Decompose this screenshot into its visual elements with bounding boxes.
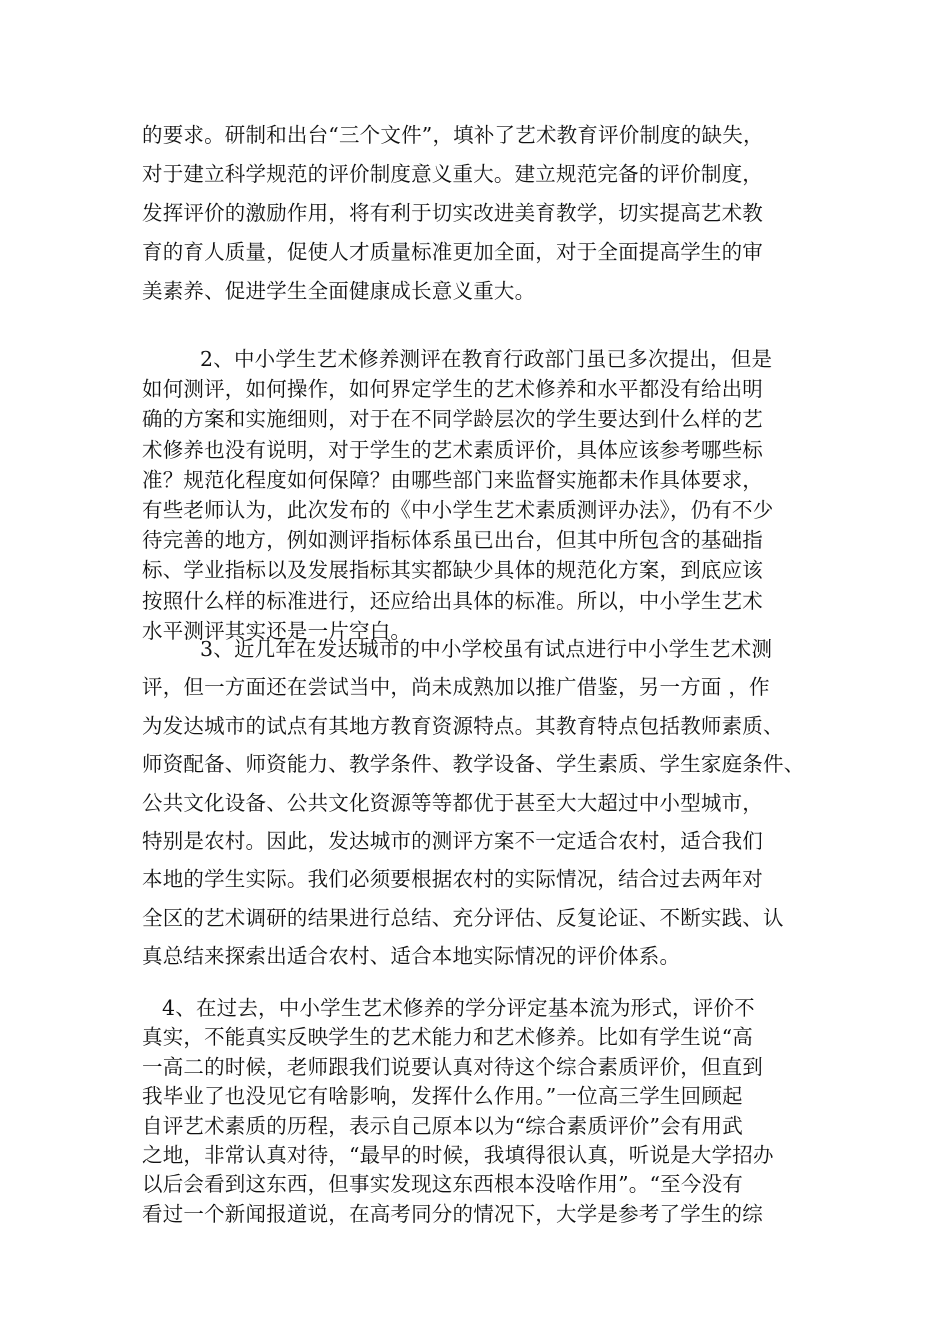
text-line: 准？规范化程度如何保障？由哪些部门来监督实施都未作具体要求， <box>142 467 763 492</box>
text-line: 本地的学生实际。我们必须要根据农村的实际情况，结合过去两年对 <box>142 867 763 892</box>
text-line: 如何测评，如何操作，如何界定学生的艺术修养和水平都没有给出明 <box>142 377 763 402</box>
text-line: 对于建立科学规范的评价制度意义重大。建立规范完备的评价制度， <box>142 162 763 186</box>
text-line: 标、学业指标以及发展指标其实都缺少具体的规范化方案，到底应该 <box>142 558 763 583</box>
text-line: 为发达城市的试点有其地方教育资源特点。其教育特点包括教师素质、 <box>142 713 784 738</box>
text-line: 我毕业了也没见它有啥影响，发挥什么作用。”一位高三学生回顾起 <box>142 1084 743 1109</box>
text-line: 水平测评其实还是一片空白。 <box>142 618 412 643</box>
text-line: 全区的艺术调研的结果进行总结、充分评估、反复论证、不断实践、认 <box>142 905 784 930</box>
text-line: 真总结来探索出适合农村、适合本地实际情况的评价体系。 <box>142 944 681 969</box>
text-line: 真实，不能真实反映学生的艺术能力和艺术修养。比如有学生说“高 <box>142 1025 753 1050</box>
paragraph-point-2 <box>142 344 822 646</box>
paragraph-continuation <box>142 116 822 311</box>
text-line: 3、近几年在发达城市的中小学校虽有试点进行中小学生艺术测 <box>200 637 773 661</box>
text-line: 待完善的地方，例如测评指标体系虽已出台，但其中所包含的基础指 <box>142 528 763 553</box>
text-line: 师资配备、师资能力、教学条件、教学设备、学生素质、学生家庭条件、 <box>142 752 805 777</box>
text-line: 特别是农村。因此，发达城市的测评方案不一定适合农村，适合我们 <box>142 828 763 853</box>
text-line: 育的育人质量，促使人才质量标准更加全面，对于全面提高学生的审 <box>142 240 763 264</box>
text-line: 自评艺术素质的历程，表示自己原本以为“综合素质评价”会有用武 <box>142 1113 743 1138</box>
text-line: 确的方案和实施细则，对于在不同学龄层次的学生要达到什么样的艺 <box>142 407 763 432</box>
text-line: 以后会看到这东西，但事实发现这东西根本没啥作用”。“至今没有 <box>142 1172 743 1197</box>
text-line: 看过一个新闻报道说，在高考同分的情况下，大学是参考了学生的综 <box>142 1201 763 1226</box>
text-line: 按照什么样的标准进行，还应给出具体的标准。所以，中小学生艺术 <box>142 588 763 613</box>
text-line: 发挥评价的激励作用，将有利于切实改进美育教学，切实提高艺术教 <box>142 201 763 225</box>
text-line: 公共文化设备、公共文化资源等等都优于甚至大大超过中小型城市， <box>142 790 763 815</box>
text-line: 之地，非常认真对待，“最早的时候，我填得很认真，听说是大学招办 <box>142 1142 774 1167</box>
text-line: 美素养、促进学生全面健康成长意义重大。 <box>142 279 536 303</box>
text-line: 2、中小学生艺术修养测评在教育行政部门虽已多次提出，但是 <box>200 347 773 371</box>
text-line: 有些老师认为，此次发布的《中小学生艺术素质测评办法》，仍有不少 <box>142 497 774 522</box>
paragraph-point-4 <box>142 994 822 1229</box>
text-line: 一高二的时候，老师跟我们说要认真对待这个综合素质评价，但直到 <box>142 1054 763 1079</box>
text-line: 术修养也没有说明，对于学生的艺术素质评价，具体应该参考哪些标 <box>142 437 763 462</box>
text-line: 评，但一方面还在尝试当中，尚未成熟加以推广借鉴，另一方面 ，作 <box>142 675 770 700</box>
paragraph-point-3 <box>142 630 822 976</box>
text-line: 的要求。研制和出台“三个文件”，填补了艺术教育评价制度的缺失， <box>142 123 764 147</box>
text-line: 4、在过去，中小学生艺术修养的学分评定基本流为形式，评价不 <box>162 996 755 1020</box>
